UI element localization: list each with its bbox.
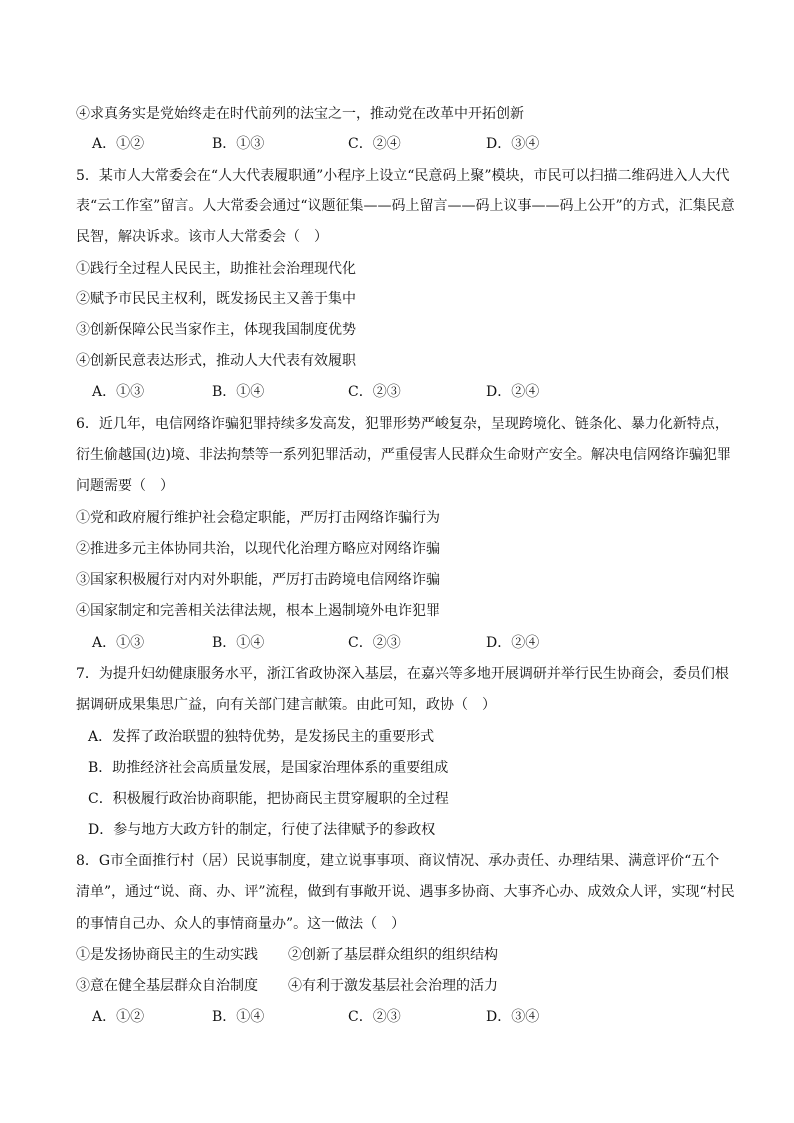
q5-statement-1: ①践行全过程人民民主，助推社会治理现代化: [76, 261, 356, 277]
q6-stem-line-3: 问题需要（ ）: [76, 478, 174, 494]
q8-stem-line-3: 的事情自己办、众人的事情商量办”。这一做法（ ）: [76, 916, 406, 932]
q6-option-b: B．①④: [212, 635, 265, 651]
q6-stem-line-1: 6．近几年，电信网络诈骗犯罪持续多发高发，犯罪形势严峻复杂，呈现跨境化、链条化、暴力化新特点，: [76, 416, 729, 432]
q4-option-c: C．②④: [348, 136, 401, 152]
q4-option-d: D．③④: [486, 136, 540, 152]
q8-stem-line-1: 8．G市全面推行村（居）民说事制度，建立说事事项、商议情况、承办责任、办理结果、满意评价“五个: [76, 853, 720, 869]
q6-statement-1: ①党和政府履行维护社会稳定职能，严厉打击网络诈骗行为: [76, 510, 440, 526]
q5-stem-line-1: 5．某市人大常委会在“人大代表履职通”小程序上设立“民意码上聚”模块，市民可以扫描二维码进入人大代: [76, 168, 730, 184]
q7-choice-a: A．发挥了政治联盟的独特优势，是发扬民主的重要形式: [88, 729, 435, 745]
q7-stem-line-2: 据调研成果集思广益，向有关部门建言献策。由此可知，政协（ ）: [76, 697, 496, 713]
q8-statement-1: ①是发扬协商民主的生动实践: [76, 947, 258, 963]
q6-statement-3: ③国家积极履行对内对外职能，严厉打击跨境电信网络诈骗: [76, 572, 440, 588]
q8-option-b: B．①④: [212, 1009, 265, 1025]
q8-statement-2: ②创新了基层群众组织的组织结构: [288, 947, 498, 963]
q8-option-d: D．③④: [486, 1009, 540, 1025]
q8-stem-line-2: 清单”，通过“说、商、办、评”流程，做到有事敞开说、遇事多协商、大事齐心办、成效众人评，实现“村民: [76, 884, 735, 900]
q8-statement-3: ③意在健全基层群众自治制度: [76, 978, 258, 994]
q5-statement-4: ④创新民意表达形式，推动人大代表有效履职: [76, 353, 356, 369]
q5-statement-3: ③创新保障公民当家作主，体现我国制度优势: [76, 322, 356, 338]
q5-option-a: A．①③: [92, 384, 145, 400]
q6-statement-2: ②推进多元主体协同共治，以现代化治理方略应对网络诈骗: [76, 541, 440, 557]
q4-statement-4: ④求真务实是党始终走在时代前列的法宝之一，推动党在改革中开拓创新: [76, 106, 524, 122]
q8-statement-4: ④有利于激发基层社会治理的活力: [288, 978, 498, 994]
q6-stem-line-2: 衍生偷越国(边)境、非法拘禁等一系列犯罪活动，严重侵害人民群众生命财产安全。解决电信网络诈骗犯罪: [76, 447, 731, 463]
q5-stem-line-3: 民智，解决诉求。该市人大常委会（ ）: [76, 229, 328, 245]
q6-option-c: C．②③: [348, 635, 401, 651]
q7-choice-b: B．助推经济社会高质量发展，是国家治理体系的重要组成: [88, 760, 449, 776]
q6-statement-4: ④国家制定和完善相关法律法规，根本上遏制境外电诈犯罪: [76, 603, 440, 619]
q5-option-d: D．②④: [486, 384, 540, 400]
q5-option-c: C．②③: [348, 384, 401, 400]
q8-option-a: A．①②: [92, 1009, 145, 1025]
q4-option-a: A．①②: [92, 136, 145, 152]
q5-statement-2: ②赋予市民民主权利，既发扬民主又善于集中: [76, 291, 356, 307]
q6-option-d: D．②④: [486, 635, 540, 651]
q5-stem-line-2: 表“云工作室”留言。人大常委会通过“议题征集——码上留言——码上议事——码上公开”的方式，汇集民意: [76, 198, 735, 214]
q7-choice-c: C．积极履行政治协商职能，把协商民主贯穿履职的全过程: [88, 791, 449, 807]
q8-option-c: C．②③: [348, 1009, 401, 1025]
q4-option-b: B．①③: [212, 136, 265, 152]
q5-option-b: B．①④: [212, 384, 265, 400]
q7-choice-d: D．参与地方大政方针的制定，行使了法律赋予的参政权: [88, 822, 436, 838]
q7-stem-line-1: 7．为提升妇幼健康服务水平，浙江省政协深入基层，在嘉兴等多地开展调研并举行民生协商会，委员们根: [76, 666, 729, 682]
q6-option-a: A．①③: [92, 635, 145, 651]
